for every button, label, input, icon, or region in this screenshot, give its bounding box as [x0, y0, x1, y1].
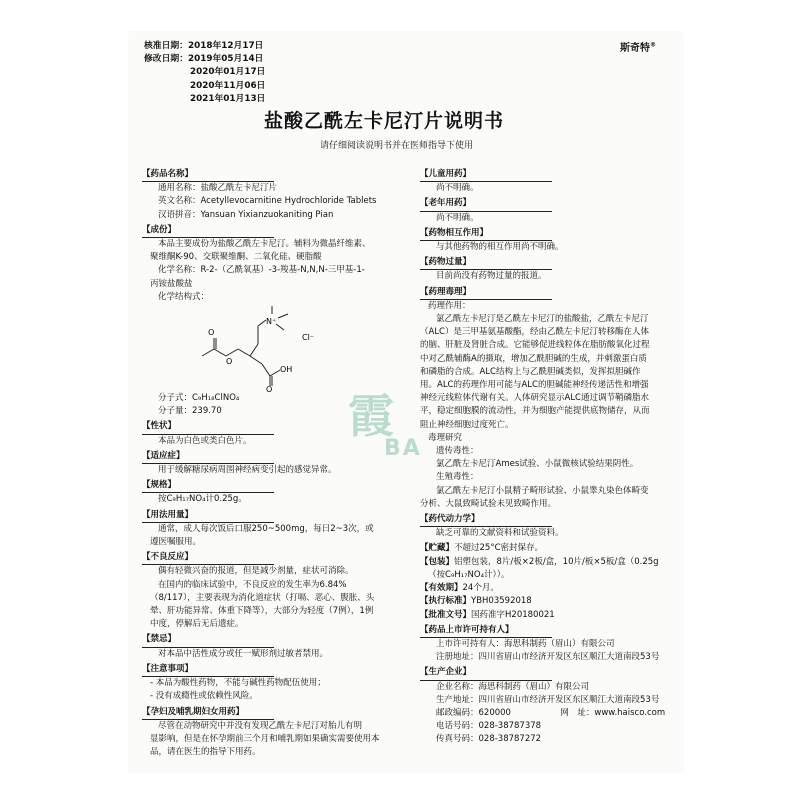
section-text: 24个月。 [462, 583, 499, 594]
section-heading: 【药品上市许可持有人】 [420, 624, 552, 638]
structure-area [142, 304, 404, 392]
section-heading: 【用法用量】 [142, 509, 274, 523]
section-text: 按C₉H₁₇NO₄计0.25g。 [158, 494, 247, 505]
section-text: 的脑、肝脏及肾脏合成。它能够促进线粒体在脂肪酸氧化过程 [420, 340, 650, 351]
subsection-label: 毒理研究 [428, 432, 463, 443]
section-heading: 【有效期】 [420, 583, 463, 594]
molecular-weight: 分子量：239.70 [158, 406, 222, 417]
section-heading: 【老年用药】 [420, 197, 552, 211]
section-text: 中对乙酰辅酶A的摄取，增加乙酰胆碱的生成，并刺激蛋白质 [420, 353, 647, 364]
section-text: 用于缓解糖尿病周围神经病变引起的感觉异常。 [158, 465, 337, 476]
struct-atom-o: O [226, 357, 233, 367]
section-text: 缺乏可靠的文献资料和试验资料。 [436, 528, 564, 539]
leaflet-sheet [130, 32, 682, 772]
section-text: 晕、肝功能异常、体重下降等），大部分为轻度（7例），1例 [150, 606, 374, 617]
brand-mark: ® [650, 41, 656, 49]
section-text: 生产地址：四川省眉山市经济开发区东区顺江大道南段53号 [436, 694, 660, 705]
common-name: 通用名称：盐酸乙酰左卡尼汀片 [158, 183, 278, 194]
section-text: 平，稳定细胞膜的流动性，并为细胞产能提供底物储存，从而 [420, 406, 650, 417]
section-heading: 【药代动力学】 [420, 513, 552, 527]
section-heading: 【成份】 [142, 224, 274, 238]
section-text: 注册地址：四川省眉山市经济开发区东区顺江大道南段53号 [436, 652, 660, 663]
section-text: 氯乙酰左卡尼汀Ames试验、小鼠微核试验结果阴性。 [436, 459, 639, 470]
section-text: （ALC）是三甲基氨基酸酯，经由乙酰左卡尼汀转移酶在人体 [420, 327, 649, 338]
section-heading: 【包装】 [420, 556, 455, 567]
date-value: 2019年05月14日 [188, 54, 264, 65]
struct-chloride: Cl⁻ [302, 333, 315, 343]
chemical-name: 化学名称：R-2-（乙酰氧基）-3-羧基-N,N,N-三甲基-1- [158, 265, 365, 276]
section-text: 阻止神经细胞过度死亡。 [420, 419, 514, 430]
approval-row [420, 609, 678, 622]
section-text: 铝塑包装，8片/板×2板/盒，10片/板×5板/盒（0.25g [454, 556, 659, 567]
section-text: 本品为白色或类白色片。 [158, 435, 252, 446]
subsection-label: 药理作用： [428, 300, 471, 311]
section-text: 神经元线粒体代谢有关。人体研究显示ALC通过调节鞘磷脂水 [420, 393, 649, 404]
section-heading: 【性状】 [142, 420, 274, 434]
section-heading: 【孕妇及哺乳期妇女用药】 [142, 706, 274, 720]
section-text: 偶有轻微兴奋的报道，但是减少剂量，症状可消除。 [158, 566, 354, 577]
section-text: 不超过25°C密封保存。 [454, 543, 544, 554]
section-heading: 【药品名称】 [142, 168, 274, 182]
section-text: 尚不明确。 [436, 183, 479, 194]
watermark-text: BA [384, 436, 422, 461]
standard-row [420, 595, 678, 608]
section-heading: 【禁忌】 [142, 633, 274, 647]
section-text: 通常，成人每次饭后口服250~500mg，每日2~3次，或 [158, 523, 374, 534]
section-text: （8/117），主要表现为消化道症状（打嗝、恶心、腹胀、头 [150, 592, 375, 603]
validity-row [420, 582, 678, 595]
section-text: 在国内的临床试验中，不良反应的发生率为6.84% [158, 579, 347, 590]
english-name: 英文名称：Acetyllevocarnitine Hydrochloride Tablets [158, 196, 377, 207]
struct-atom-o: O [208, 328, 215, 338]
page-title: 盐酸乙酰左卡尼汀片说明书 [264, 110, 505, 132]
date-value: 2021年01月13日 [190, 93, 266, 104]
section-text: 网 址： [560, 707, 595, 718]
section-text: 国药准字H20180021 [471, 609, 555, 620]
struct-atom-n: N⁺ [266, 317, 277, 327]
brand-logo [620, 39, 656, 54]
page-subtitle: 请仔细阅读说明书并在医师指导下使用 [320, 141, 474, 151]
section-heading: 【不良反应】 [142, 551, 274, 565]
section-heading: 【适应症】 [142, 450, 274, 464]
section-text: 品，请在医生的指导下用药。 [150, 747, 261, 758]
date-label: 修改日期： [144, 54, 188, 65]
chemical-name: 丙铵盐酸盐 [150, 278, 193, 289]
date-label: 核准日期： [144, 41, 188, 51]
section-text: 对本品中活性成分或任一赋形剂过敏者禁用。 [158, 648, 329, 659]
composition-line: 本品主要成份为盐酸乙酰左卡尼汀。辅料为微晶纤维素、 [158, 239, 371, 250]
section-text: 尚不明确。 [436, 212, 479, 223]
section-heading: 【儿童用药】 [420, 168, 552, 182]
section-heading: 【批准文号】 [420, 609, 472, 620]
section-heading: 【生产企业】 [420, 666, 552, 680]
section-heading: 【药物相互作用】 [420, 227, 552, 241]
section-text: 和磷脂的合成。ALC结构上与乙酰胆碱类似，发挥拟胆碱作 [420, 366, 641, 377]
section-text: - 本品为酸性药物，不能与碱性药物配伍使用； [150, 678, 326, 689]
section-text: 显影响，但是在怀孕期前三个月和哺乳期如果确实需要使用本 [150, 733, 380, 744]
subsection-label: 生殖毒性： [436, 472, 479, 483]
section-text: 企业名称：海思科制药（眉山）有限公司 [436, 681, 590, 692]
section-text: - 没有成瘾性或依赖性风险。 [150, 691, 258, 702]
section-text: 遵医嘱服用。 [150, 537, 202, 548]
section-text: 上市许可持有人：海思科制药（眉山）有限公司 [436, 638, 615, 649]
section-heading: 【药理毒理】 [420, 286, 552, 300]
section-text: 邮政编码：620000 [436, 707, 511, 718]
section-heading: 【执行标准】 [420, 596, 472, 607]
storage-row [420, 542, 678, 555]
section-text: 电话号码：028-38787378 [436, 721, 542, 732]
section-heading: 【贮藏】 [420, 543, 455, 554]
watermark-logo: 霞 [348, 389, 394, 443]
date-value: 2020年11月06日 [190, 80, 266, 91]
section-text: 目前尚没有药物过量的报道。 [436, 271, 547, 282]
composition-line: 聚维酮K-90、交联聚维酮、二氧化硅、硬脂酸 [150, 252, 322, 263]
section-text: YBH03592018 [471, 596, 532, 607]
date-value: 2020年01月17日 [190, 67, 266, 78]
subsection-label: 遗传毒性： [436, 446, 479, 457]
struct-atom-o: O [266, 385, 273, 393]
section-text: （按C₉H₁₇NO₄计））。 [428, 569, 510, 580]
section-text: 传真号码：028-38787272 [436, 734, 542, 745]
brand-name: 斯奇特 [620, 43, 650, 54]
website-text: www.haisco.com [594, 707, 666, 718]
molecular-formula: 分子式：C₉H₁₈ClNO₄ [158, 393, 240, 404]
section-heading: 【药物过量】 [420, 256, 552, 270]
chemical-structure-diagram [142, 304, 342, 392]
structure-label: 化学结构式： [158, 291, 210, 302]
section-text: 尽管在动物研究中并没有发现乙酰左卡尼汀对胎儿有明 [158, 720, 363, 731]
left-column [142, 166, 404, 759]
section-heading: 【注意事项】 [142, 663, 274, 677]
date-value: 2018年12月17日 [188, 41, 264, 51]
right-column [420, 166, 678, 747]
postcode-row [420, 707, 678, 720]
section-heading: 【规格】 [142, 479, 274, 493]
section-text: 与其他药物的相互作用尚不明确。 [436, 242, 564, 253]
section-text: 用。ALC的药理作用可能与ALC的胆碱能神经传递活性和增强 [420, 380, 649, 391]
struct-group-oh: OH [280, 365, 293, 375]
pinyin-name: 汉语拼音：Yansuan Yixianzuokaniting Pian [158, 209, 334, 220]
section-text: 分析、大鼠致畸试验未见致畸作用。 [420, 498, 557, 509]
section-text: 氯乙酰左卡尼汀小鼠精子畸形试验、小鼠睾丸染色体畸变 [436, 485, 649, 496]
package-row [420, 556, 678, 569]
section-text: 中度，停解后无后遗症。 [150, 619, 244, 630]
approval-dates [144, 40, 265, 106]
section-text: 氯乙酰左卡尼汀是乙酰左卡尼汀的盐酸盐，乙酰左卡尼汀 [436, 314, 649, 325]
